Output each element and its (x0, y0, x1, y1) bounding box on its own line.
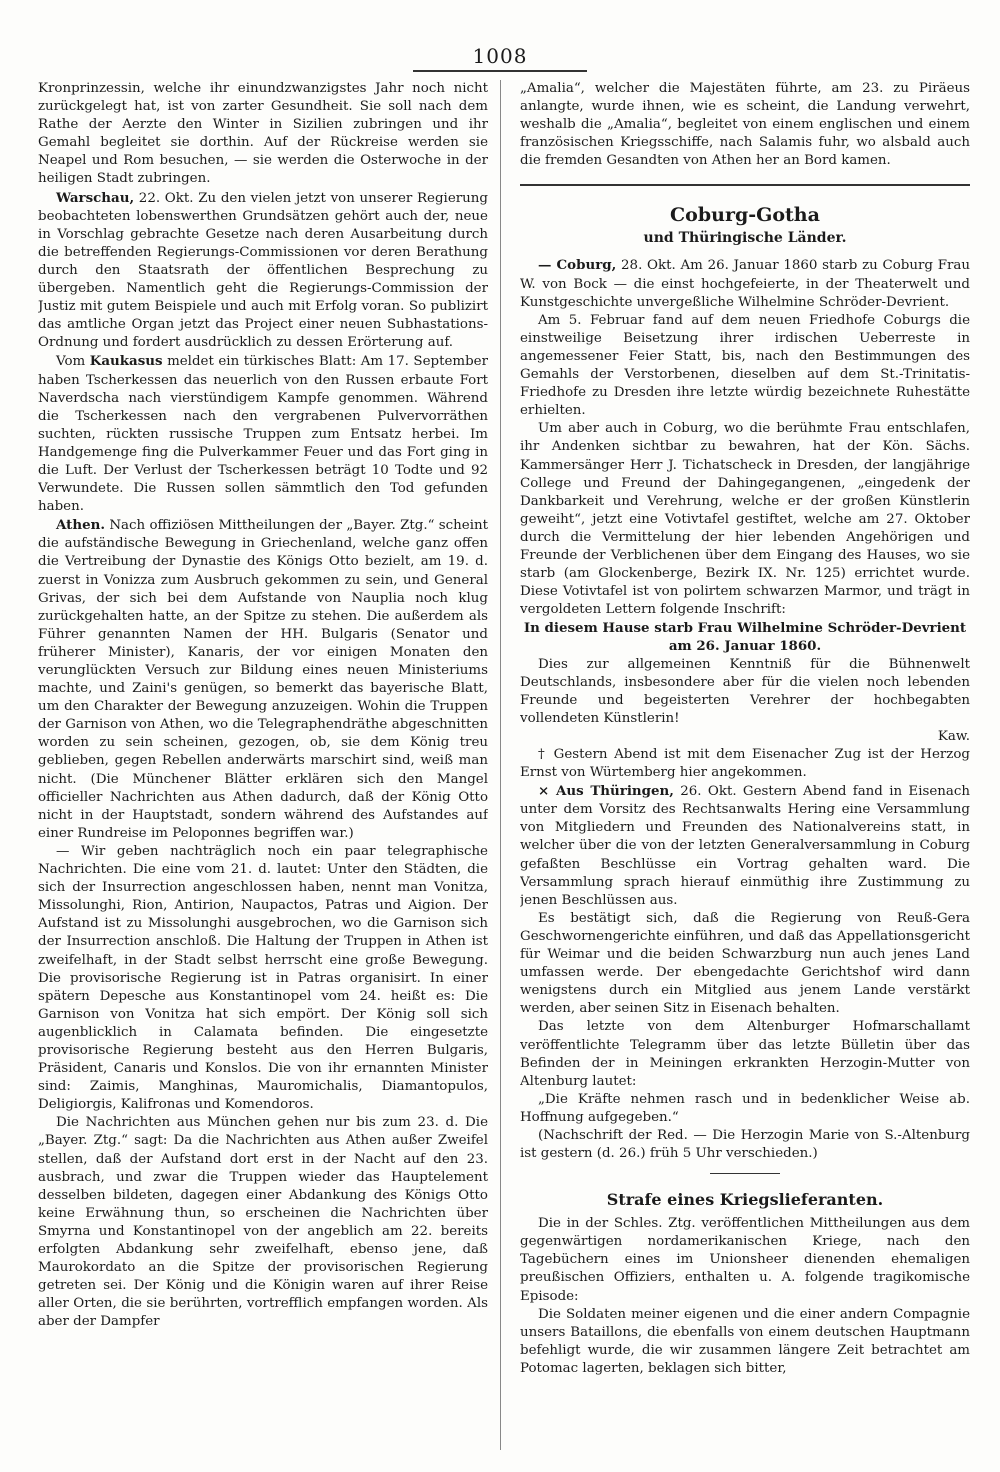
article-paragraph: Die in der Schles. Ztg. veröffentlichen Mittheilungen aus dem gegenwärtigen nordamerikanischen Kriege, nach den Tagebüchern eines im Unionsheer dienenden ehemaligen preußischen Offiziers, enthalten u. A. folgende tragikomische Episode: (520, 1216, 970, 1304)
article-text: Nach offiziösen Mittheilungen der „Bayer. Ztg.“ scheint die aufständische Bewegung in Griechenland, welche ganz offen die Vertreibung der Dynastie des Königs Otto bezielt, am 19. d. zuerst in Vonizza zum Ausbruch gekommen zu sein, und General Grivas, der sich bei dem Aufstande von Nauplia noch klug zurückgehalten hatte, an der Spitze zu stehen. Die außerdem als Führer genannten Namen der HH. Bulgaris (Senator und früherer Minister), Kanaris, der vor einigen Monaten den verunglückten Versuch zur Bildung eines neuen Ministeriums machte, und Zaini's genügen, so bemerkt das bayerische Blatt, um den Charakter der Bewegung anzuzeigen. Wohin die Truppen der Garnison von Athen, wo die Telegraphendräthe abgeschnitten worden zu sein scheinen, gezogen, ob, sie dem König treu geblieben, gegen Rebellen anderwärts marschirt sind, weiß man nicht. (Die Münchener Blätter erklären sich den Mangel officieller Nachrichten aus Athen dadurch, daß der König Otto nicht in der Hauptstadt, sondern während des Aufstandes auf einer Rundreise im Peloponnes begriffen war.) (38, 518, 488, 841)
dateline: Kaukasus (89, 353, 163, 370)
article-paragraph: „Amalia“, welcher die Majestäten führte, am 23. zu Piräeus anlangte, wurde ihnen, wie es scheint, die Landung verwehrt, weshalb die „Amalia“, begleitet von einem englischen und einem französischen Kriegsschiffe, nach Salamis fuhr, wo alsbald auch die fremden Gesandten von Athen her an Bord kamen. (520, 81, 970, 169)
author-signature: Kaw. (937, 728, 970, 744)
inscription: In diesem Hause starb Frau Wilhelmine Schröder-Devrient am 26. Januar 1860. (523, 620, 967, 655)
article-text: meldet ein türkisches Blatt: Am 17. September haben Tscherkessen das neuerlich von den Russen erbaute Fort Naverdscha nach vierstündigem Kampfe genommen. Während die Tscherkessen nach den vergrabenen Pulvervorräthen suchten, rückten russische Truppen zum Entsatz herbei. Im Handgemenge fing die Pulverkammer Feuer und das Fort ging in die Luft. Der Verlust der Tscherkessen beträgt 10 Todte und 92 Verwundete. Die Russen sollen sämmtlich den Tod gefunden haben. (38, 354, 488, 515)
article-text: 28. Okt. Am 26. Januar 1860 starb zu Coburg Frau W. von Bock — die einst hochgefeierte, in der Theaterwelt und Kunstgeschichte unvergeßliche Wilhelmine Schröder-Devrient. (520, 258, 970, 310)
article-paragraph: Das letzte von dem Altenburger Hofmarschallamt veröffentlichte Telegramm über das letzte Bülletin über das Befinden der in Meiningen erkrankten Herzogin-Mutter von Altenburg lautet: (520, 1019, 970, 1089)
article-paragraph: Am 5. Februar fand auf dem neuen Friedhofe Coburgs die einstweilige Beisetzung ihrer irdischen Ueberreste in angemessener Feier Statt, bis, nach den Bestimmungen des Gemahls der Verstorbenen, dieselben auf dem St.-Trinitatis-Friedhofe zu Dresden ihre letzte würdig bezeichnete Ruhestätte erhielten. (520, 312, 970, 419)
article-paragraph: Es bestätigt sich, daß die Regierung von Reuß-Gera Geschwornengerichte einführen, und daß das Appellationsgericht für Weimar und die beiden Schwarzburg nun auch jenes Land umfassen werde. Der ebengedachte Gerichtshof wird dann wenigstens durch ein Mitglied aus jenem Lande verstärkt werden, aber seinen Sitz in Eisenach behalten. (520, 910, 970, 1017)
section-title: Coburg-Gotha (670, 204, 820, 227)
article-paragraph: † Gestern Abend ist mit dem Eisenacher Zug ist der Herzog Ernst von Würtemberg hier angekommen. (520, 747, 970, 781)
article-warschau (38, 189, 488, 353)
telegram-quote: „Die Kräfte nehmen rasch und in bedenklicher Weise ab. Hoffnung aufgegeben.“ (520, 1091, 970, 1125)
article-paragraph: Die Soldaten meiner eigenen und die einer andern Compagnie unsers Bataillons, die ebenfalls von einem deutschen Hauptmann befehligt wurde, die wir zusammen längere Zeit betrachtet am Potomac lagerten, beklagen sich bitter, (520, 1306, 970, 1376)
article-paragraph: Die Nachrichten aus München gehen nur bis zum 23. d. Die „Bayer. Ztg.“ sagt: Da die Nachrichten aus Athen außer Zweifel stellen, daß der Aufstand dort erst in der Nacht auf den 23. ausbrach, und zwar die Truppen wieder das Hauptelement desselben bildeten, dagegen einer Abdankung des Königs Otto keine Erwähnung thun, so erscheinen die Nachrichten über Smyrna und Konstantinopel von der angeblich am 22. bereits erfolgten Abdankung sehr zweifelhaft, ebenso jene, daß Maurokordato an die Spitze der provisorischen Regierung getreten sei. Der König und die Königin waren auf ihrer Reise aller Orten, die sie berührten, vortrefflich empfangen worden. Als aber der Dampfer (38, 1115, 488, 1330)
left-column (38, 80, 488, 1452)
page-number: 1008 (413, 44, 588, 72)
article-kaukasus (38, 352, 488, 516)
article-paragraph: Um aber auch in Coburg, wo die berühmte Frau entschlafen, ihr Andenken sichtbar zu bewahren, hat der Kön. Sächs. Kammersänger Herr J. Tichatscheck in Dresden, der langjährige College und Freund der Dahingegangenen, „eingedenk der Dankbarkeit und Verehrung, welche er der großen Künstlerin geweiht“, jetzt eine Votivtafel gestiftet, welche am 27. Oktober durch die Vermittelung der hier lebenden Angehörigen und Freunde der Verblichenen über dem Eingang des Hauses, wo sie starb (am Glockenberge, Bezirk IX. Nr. 125) errichtet wurde. Diese Votivtafel ist von polirtem schwarzen Marmor, und trägt in vergoldeten Lettern folgende Inschrift: (520, 421, 970, 618)
article-athen (38, 516, 488, 843)
page-header (0, 44, 1000, 80)
section-rule (520, 184, 970, 186)
section-subtitle: und Thüringische Länder. (643, 230, 847, 247)
article-text: Vom (56, 354, 90, 370)
column-divider (500, 80, 501, 1450)
article-coburg (520, 256, 970, 311)
dateline: Athen. (56, 517, 105, 534)
dateline: Warschau, (56, 189, 135, 206)
article-text: 26. Okt. Gestern Abend fand in Eisenach unter dem Vorsitz des Rechtsanwalts Hering eine Versammlung von Mitgliedern und Freunden des Nationalvereins statt, in welcher über die von der letzten Generalversammlung in Coburg gefaßten Beschlüsse ein Vortrag gehalten ward. Die Versammlung sprach hierauf einmüthig ihre Zustimmung zu jenen Beschlüssen aus. (520, 784, 970, 908)
dateline: × Aus Thüringen, (538, 783, 674, 800)
separator-rule (710, 1173, 780, 1174)
article-thueringen (520, 782, 970, 910)
dateline: — Coburg, (538, 257, 617, 274)
article-text: 22. Okt. Zu den vielen jetzt von unserer Regierung beobachteten lobenswerthen Grundsätzen gehört auch der, neue in Vorschlag gebrachte Gesetze nach deren Ausarbeitung durch die betreffenden Regierungs-Commissionen vor deren Berathung durch den Staatsrath der öffentlichen Besprechung zu übergeben. Namentlich geht die Regierungs-Commission der Justiz mit gutem Beispiele und auch mit Erfolg voran. So publizirt das amtliche Organ jetzt das Project einer neuen Subhastations-Ordnung und fordert ausdrücklich zu dessen Erörterung auf. (38, 190, 488, 351)
section-title: Strafe eines Kriegslieferanten. (606, 1190, 884, 1210)
article-paragraph: — Wir geben nachträglich noch ein paar telegraphische Nachrichten. Die eine vom 21. d. lautet: Unter den Städten, die sich der Insurrection angeschlossen haben, nennt man Vonitza, Missolunghi, Rion, Antirion, Naupactos, Patras und Aigion. Der Aufstand ist zu Missolunghi ausgebrochen, wo die Garnison sich der Insurrection anschloß. Die Haltung der Truppen in Athen ist zweifelhaft, in der Stadt selbst herrscht eine große Bewegung. Die provisorische Regierung ist in Patras organisirt. In einer spätern Depesche aus Konstantinopel vom 24. heißt es: Die Garnison von Vonitza hat sich empört. Der König soll sich augenblicklich in Calamata befinden. Die eingesetzte provisorische Regierung besteht aus den Herren Bulgaris, Präsident, Canaris und Konslos. Die von ihr ernannten Minister sind: Zaimis, Manghinas, Mauromichalis, Diamantopulos, Deligiorgis, Kalifronas und Komendoros. (38, 843, 488, 1113)
right-column (520, 80, 970, 1452)
editor-note: (Nachschrift der Red. — Die Herzogin Marie von S.-Altenburg ist gestern (d. 26.) früh 5 Uhr verschieden.) (520, 1127, 970, 1162)
article-paragraph: Kronprinzessin, welche ihr einundzwanzigstes Jahr noch nicht zurückgelegt hat, ist von zarter Gesundheit. Sie soll nach dem Rathe der Aerzte den Winter in Sizilien zubringen und ihr Gemahl begleitet sie dorthin. Auf der Rückreise werden sie Neapel und Rom besuchen, — sie werden die Osterwoche in der heiligen Stadt zubringen. (38, 81, 488, 187)
article-paragraph: Dies zur allgemeinen Kenntniß für die Bühnenwelt Deutschlands, insbesondere aber für die vielen noch lebenden Freunde und begeisterten Verehrer der hochbegabten vollendeten Künstlerin! (520, 656, 970, 726)
